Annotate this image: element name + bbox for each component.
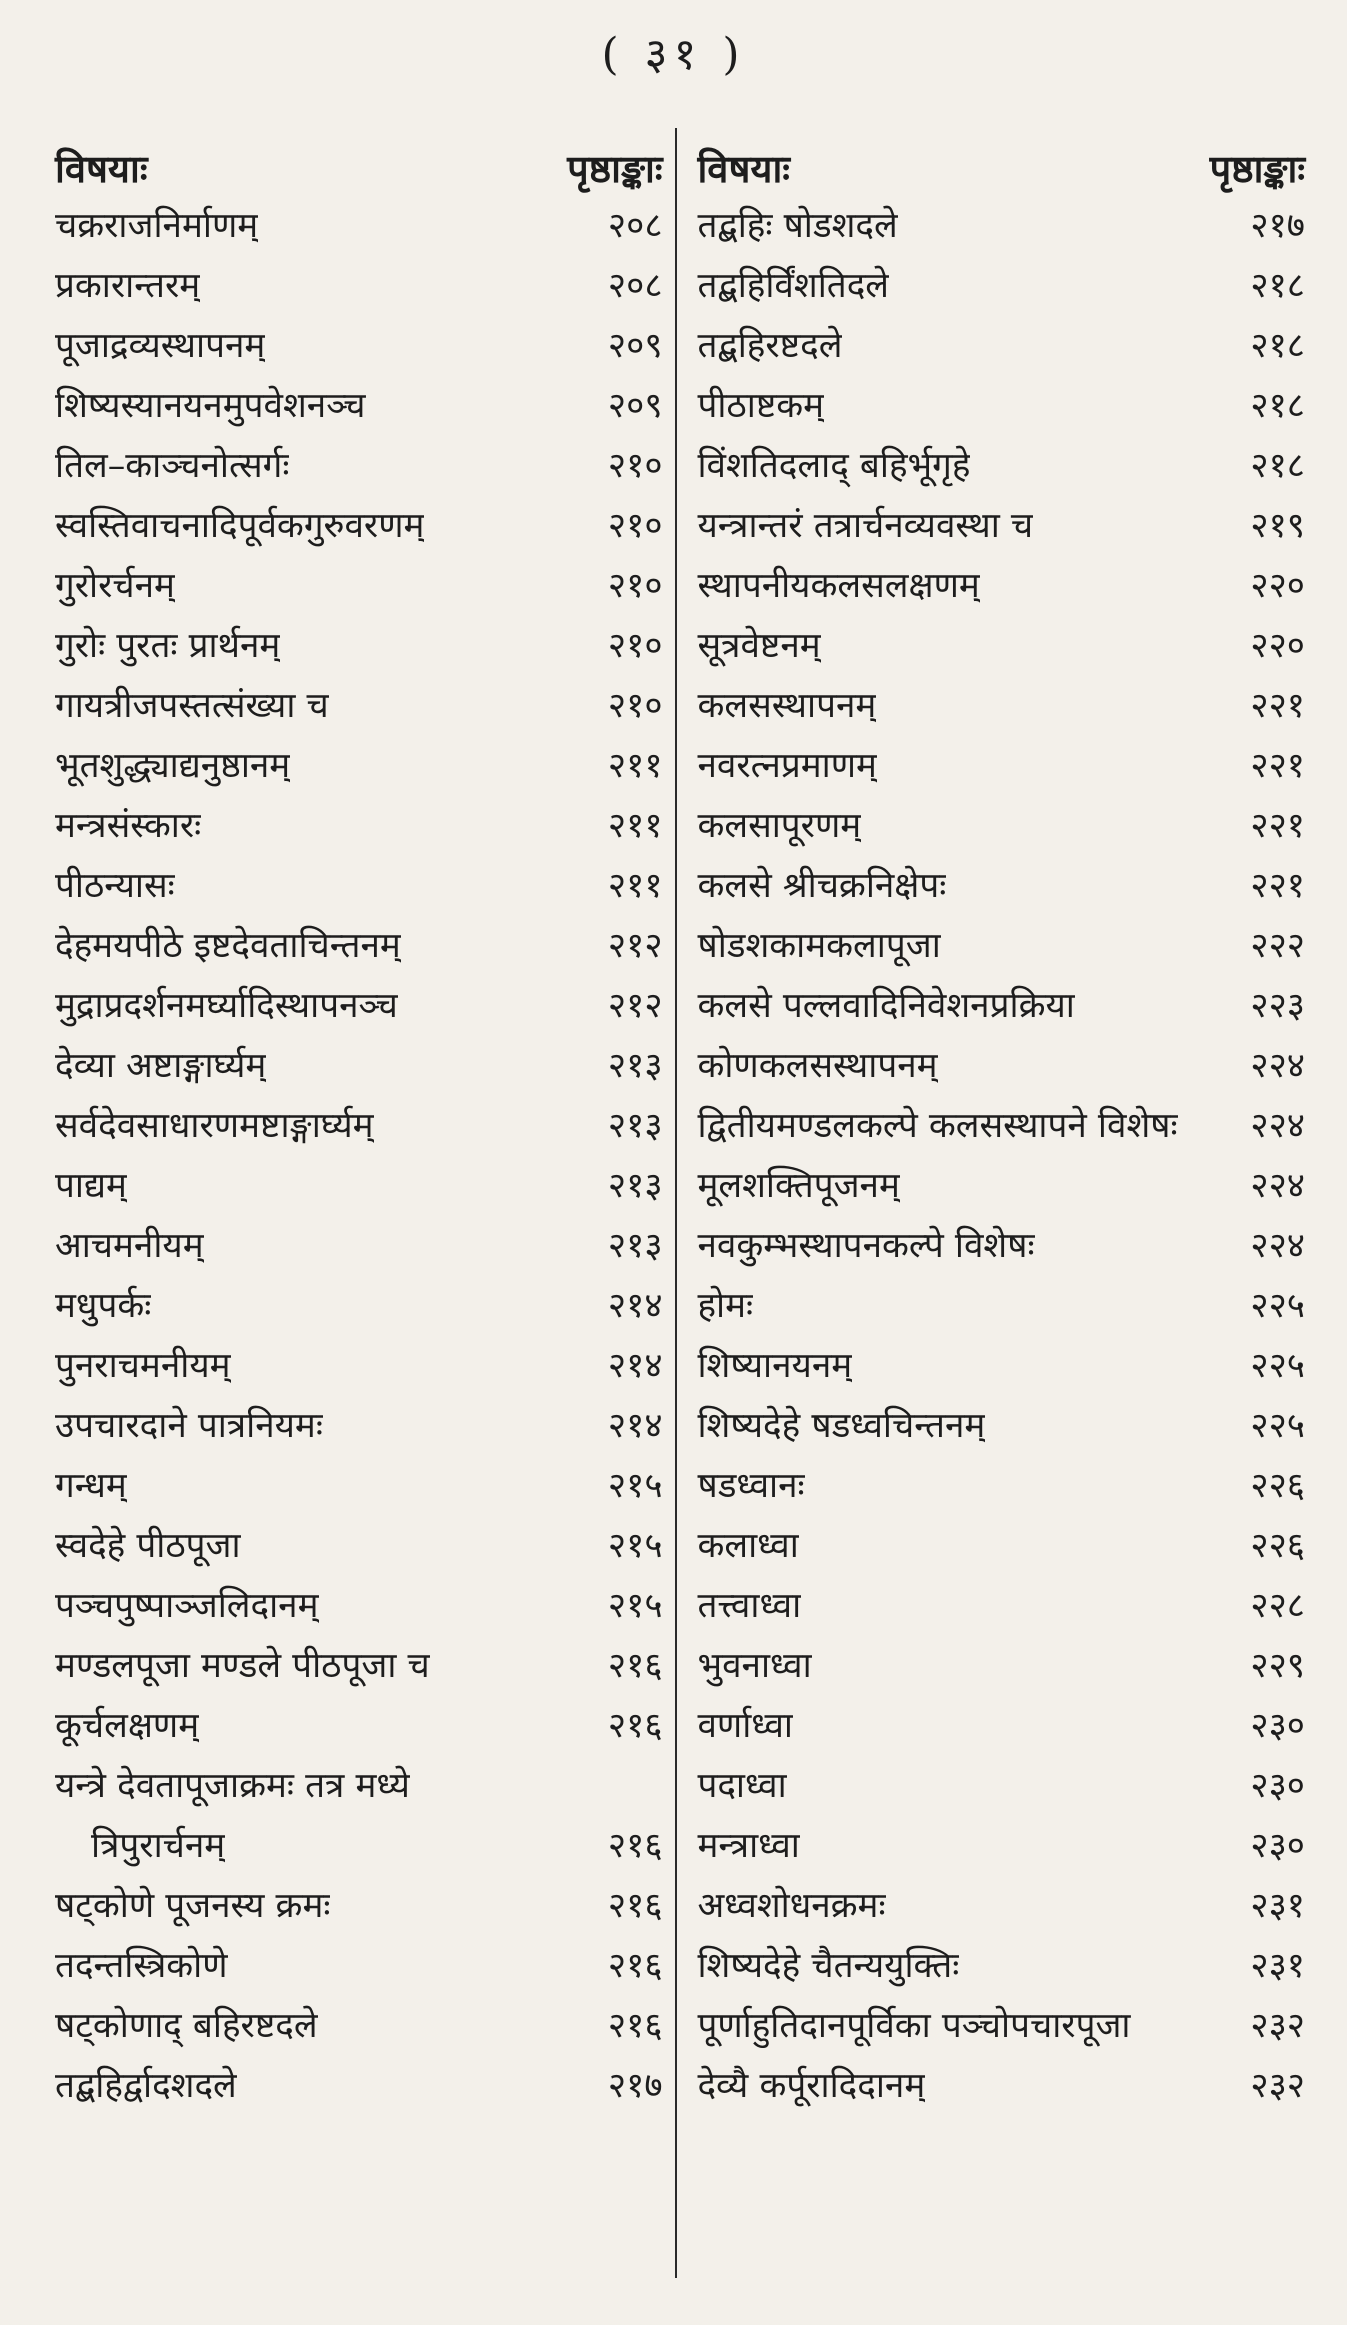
right-rows xyxy=(697,194,1305,2114)
index-entry xyxy=(55,1334,663,1394)
entry-page: २१७ xyxy=(607,2065,663,2106)
index-entry xyxy=(697,314,1305,374)
index-entry xyxy=(697,1034,1305,1094)
index-entry xyxy=(55,1934,663,1994)
index-entry xyxy=(697,494,1305,554)
entry-page: २१८ xyxy=(1250,445,1305,486)
entry-topic: सूत्रवेष्टनम् xyxy=(697,625,821,666)
entry-page: २२० xyxy=(1250,565,1305,606)
index-entry xyxy=(697,674,1305,734)
entry-page: २३२ xyxy=(1250,2005,1305,2046)
entry-topic: पदाध्वा xyxy=(697,1765,787,1806)
entry-page: २१० xyxy=(607,445,663,486)
index-entry xyxy=(697,1094,1305,1154)
entry-topic: सर्वदेवसाधारणमष्टाङ्गार्घ्यम् xyxy=(55,1105,374,1146)
entry-page: २२४ xyxy=(1250,1225,1305,1266)
entry-topic: पञ्चपुष्पाञ्जलिदानम् xyxy=(55,1585,319,1626)
entry-topic: कलसे श्रीचक्रनिक्षेपः xyxy=(697,865,947,906)
entry-page: २३० xyxy=(1250,1825,1305,1866)
entry-page: २३१ xyxy=(1250,1945,1305,1986)
left-header-topic: विषयाः xyxy=(55,146,148,191)
entry-page: २१२ xyxy=(607,985,663,1026)
index-entry xyxy=(55,1514,663,1574)
entry-page: २२६ xyxy=(1250,1525,1305,1566)
entry-page: २२१ xyxy=(1250,685,1305,726)
entry-page: २१५ xyxy=(607,1465,663,1506)
entry-topic: स्थापनीयकलसलक्षणम् xyxy=(697,565,980,606)
index-entry xyxy=(697,374,1305,434)
index-entry xyxy=(55,854,663,914)
right-header xyxy=(697,120,1305,194)
entry-topic: गुरोः पुरतः प्रार्थनम् xyxy=(55,625,281,666)
right-column xyxy=(677,120,1305,2280)
index-entry xyxy=(697,2054,1305,2114)
index-entry xyxy=(55,974,663,1034)
entry-topic: त्रिपुरार्चनम् xyxy=(91,1825,226,1866)
index-entry xyxy=(55,1814,663,1874)
index-entry xyxy=(55,1634,663,1694)
entry-topic: यन्त्रे देवतापूजाक्रमः तत्र मध्ये xyxy=(55,1765,410,1806)
entry-page: २१६ xyxy=(607,1825,663,1866)
entry-page: २१६ xyxy=(607,2005,663,2046)
entry-page: २२१ xyxy=(1250,745,1305,786)
entry-topic: मुद्राप्रदर्शनमर्घ्यादिस्थापनञ्च xyxy=(55,985,398,1026)
index-entry xyxy=(55,1694,663,1754)
entry-page: २१६ xyxy=(607,1885,663,1926)
right-header-page: पृष्ठाङ्काः xyxy=(1209,146,1305,191)
entry-topic: कोणकलसस्थापनम् xyxy=(697,1045,938,1086)
index-entry xyxy=(55,434,663,494)
index-entry xyxy=(697,194,1305,254)
entry-page: २१६ xyxy=(607,1945,663,1986)
index-entry xyxy=(697,1574,1305,1634)
entry-topic: तद्बहिर्द्वादशदले xyxy=(55,2065,237,2106)
entry-topic: मूलशक्तिपूजनम् xyxy=(697,1165,900,1206)
entry-topic: पाद्यम् xyxy=(55,1165,127,1206)
index-entry xyxy=(55,1454,663,1514)
entry-topic: तद्बहिरष्टदले xyxy=(697,325,843,366)
entry-page: २२२ xyxy=(1250,925,1305,966)
entry-page: २०९ xyxy=(607,325,663,366)
entry-page: २१० xyxy=(607,565,663,606)
entry-topic: देव्या अष्टाङ्गार्घ्यम् xyxy=(55,1045,267,1086)
entry-page: २३२ xyxy=(1250,2065,1305,2106)
index-entry xyxy=(697,1694,1305,1754)
entry-topic: पुनराचमनीयम् xyxy=(55,1345,231,1386)
index-entry xyxy=(55,1874,663,1934)
index-entry xyxy=(697,794,1305,854)
entry-topic: चक्रराजनिर्माणम् xyxy=(55,205,259,246)
entry-page: २०८ xyxy=(607,265,663,306)
entry-page: २१९ xyxy=(1250,505,1305,546)
index-entry xyxy=(697,1754,1305,1814)
index-entry xyxy=(55,914,663,974)
left-header xyxy=(55,120,663,194)
entry-topic: आचमनीयम् xyxy=(55,1225,204,1266)
entry-page: २२१ xyxy=(1250,805,1305,846)
entry-topic: गन्धम् xyxy=(55,1465,127,1506)
index-entry xyxy=(55,374,663,434)
entry-topic: गुरोरर्चनम् xyxy=(55,565,175,606)
entry-topic: यन्त्रान्तरं तत्रार्चनव्यवस्था च xyxy=(697,505,1034,546)
entry-page: २३० xyxy=(1250,1705,1305,1746)
entry-page: २१२ xyxy=(607,925,663,966)
index-entry xyxy=(697,614,1305,674)
index-entry xyxy=(697,854,1305,914)
entry-topic: स्वस्तिवाचनादिपूर्वकगुरुवरणम् xyxy=(55,505,425,546)
entry-page: २१३ xyxy=(607,1225,663,1266)
index-entry xyxy=(697,1634,1305,1694)
index-entry xyxy=(697,1214,1305,1274)
index-entry xyxy=(55,794,663,854)
entry-page: २०९ xyxy=(607,385,663,426)
entry-page: २१० xyxy=(607,685,663,726)
index-entry xyxy=(55,1274,663,1334)
entry-topic: तिल–काञ्चनोत्सर्गः xyxy=(55,445,290,486)
entry-topic: द्वितीयमण्डलकल्पे कलसस्थापने विशेषः xyxy=(697,1105,1178,1146)
index-entry xyxy=(697,914,1305,974)
index-entry xyxy=(697,974,1305,1034)
entry-page: २१७ xyxy=(1250,205,1305,246)
entry-topic: षट्कोणे पूजनस्य क्रमः xyxy=(55,1885,331,1926)
entry-topic: देहमयपीठे इष्टदेवताचिन्तनम् xyxy=(55,925,401,966)
entry-topic: तदन्तस्त्रिकोणे xyxy=(55,1945,228,1986)
index-entry xyxy=(697,1934,1305,1994)
entry-topic: शिष्यदेहे षडध्वचिन्तनम् xyxy=(697,1405,986,1446)
entry-page: २१३ xyxy=(607,1165,663,1206)
entry-topic: षडध्वानः xyxy=(697,1465,805,1506)
entry-topic: तद्बहिर्विंशतिदले xyxy=(697,265,890,306)
index-entry xyxy=(697,254,1305,314)
entry-page: २१६ xyxy=(607,1645,663,1686)
entry-topic: अध्वशोधनक्रमः xyxy=(697,1885,886,1926)
entry-topic: कलाध्वा xyxy=(697,1525,799,1566)
index-entry xyxy=(55,254,663,314)
entry-page: २२८ xyxy=(1250,1585,1305,1626)
entry-topic: होमः xyxy=(697,1285,754,1326)
index-entry xyxy=(55,1754,663,1814)
entry-topic: पूजाद्रव्यस्थापनम् xyxy=(55,325,266,366)
index-entry xyxy=(697,1514,1305,1574)
entry-topic: षोडशकामकलापूजा xyxy=(697,925,941,966)
entry-page: २२१ xyxy=(1250,865,1305,906)
entry-topic: कूर्चलक्षणम् xyxy=(55,1705,200,1746)
entry-page: २२५ xyxy=(1250,1345,1305,1386)
index-entry xyxy=(55,1034,663,1094)
index-entry xyxy=(55,674,663,734)
index-entry xyxy=(55,194,663,254)
entry-topic: शिष्यदेहे चैतन्ययुक्तिः xyxy=(697,1945,960,1986)
index-entry xyxy=(55,1094,663,1154)
entry-page: २१४ xyxy=(607,1405,663,1446)
index-entry xyxy=(55,1214,663,1274)
index-entry xyxy=(55,1154,663,1214)
entry-topic: नवकुम्भस्थापनकल्पे विशेषः xyxy=(697,1225,1035,1266)
entry-page: २१० xyxy=(607,625,663,666)
index-entry xyxy=(55,554,663,614)
index-entry xyxy=(697,1814,1305,1874)
entry-page: २२९ xyxy=(1250,1645,1305,1686)
entry-page: २१६ xyxy=(607,1705,663,1746)
entry-page: २१८ xyxy=(1250,325,1305,366)
entry-page: २२५ xyxy=(1250,1405,1305,1446)
index-entry xyxy=(697,1874,1305,1934)
index-entry xyxy=(697,1154,1305,1214)
entry-topic: वर्णाध्वा xyxy=(697,1705,793,1746)
entry-page: २२३ xyxy=(1250,985,1305,1026)
left-header-page: पृष्ठाङ्काः xyxy=(567,146,663,191)
entry-page: २११ xyxy=(607,745,663,786)
entry-topic: भुवनाध्वा xyxy=(697,1645,812,1686)
entry-topic: षट्कोणाद् बहिरष्टदले xyxy=(55,2005,318,2046)
entry-topic: मधुपर्कः xyxy=(55,1285,152,1326)
entry-topic: गायत्रीजपस्तत्संख्या च xyxy=(55,685,329,726)
entry-page: २२४ xyxy=(1250,1105,1305,1146)
index-entry xyxy=(697,1454,1305,1514)
index-entry xyxy=(697,1274,1305,1334)
entry-topic: कलसस्थापनम् xyxy=(697,685,877,726)
entry-page: २२६ xyxy=(1250,1465,1305,1506)
entry-topic: पीठन्यासः xyxy=(55,865,175,906)
entry-topic: नवरत्नप्रमाणम् xyxy=(697,745,877,786)
entry-topic: तत्त्वाध्वा xyxy=(697,1585,802,1626)
index-entry xyxy=(55,1994,663,2054)
entry-page: २२० xyxy=(1250,625,1305,666)
entry-topic: तद्बहिः षोडशदले xyxy=(697,205,898,246)
left-rows xyxy=(55,194,663,2114)
index-entry xyxy=(55,614,663,674)
entry-page: २१३ xyxy=(607,1045,663,1086)
index-entry xyxy=(55,1574,663,1634)
entry-page: २१३ xyxy=(607,1105,663,1146)
index-entry xyxy=(697,554,1305,614)
page-number: ( ३१ ) xyxy=(601,29,746,80)
entry-page: २१४ xyxy=(607,1345,663,1386)
entry-page: २११ xyxy=(607,805,663,846)
entry-topic: उपचारदाने पात्रनियमः xyxy=(55,1405,323,1446)
entry-topic: कलसे पल्लवादिनिवेशनप्रक्रिया xyxy=(697,985,1075,1026)
index-entry xyxy=(697,1394,1305,1454)
entry-topic: कलसापूरणम् xyxy=(697,805,862,846)
index-entry xyxy=(697,434,1305,494)
right-header-topic: विषयाः xyxy=(697,146,790,191)
index-entry xyxy=(55,2054,663,2114)
entry-page: २१८ xyxy=(1250,265,1305,306)
entry-topic: पूर्णाहुतिदानपूर्विका पञ्चोपचारपूजा xyxy=(697,2005,1131,2046)
entry-page: २११ xyxy=(607,865,663,906)
entry-topic: प्रकारान्तरम् xyxy=(55,265,201,306)
entry-topic: शिष्यानयनम् xyxy=(697,1345,853,1386)
entry-page: २२४ xyxy=(1250,1165,1305,1206)
entry-topic: मन्त्राध्वा xyxy=(697,1825,800,1866)
entry-page: २०८ xyxy=(607,205,663,246)
index-columns xyxy=(55,120,1305,2280)
index-entry xyxy=(697,734,1305,794)
entry-page: २१५ xyxy=(607,1585,663,1626)
entry-topic: शिष्यस्यानयनमुपवेशनञ्च xyxy=(55,385,366,426)
entry-page: २३१ xyxy=(1250,1885,1305,1926)
index-entry xyxy=(697,1334,1305,1394)
entry-topic: मण्डलपूजा मण्डले पीठपूजा च xyxy=(55,1645,430,1686)
index-entry xyxy=(55,314,663,374)
entry-topic: स्वदेहे पीठपूजा xyxy=(55,1525,241,1566)
entry-page: २१८ xyxy=(1250,385,1305,426)
left-column xyxy=(55,120,675,2280)
index-entry xyxy=(55,734,663,794)
entry-page: २१५ xyxy=(607,1525,663,1566)
index-entry xyxy=(55,494,663,554)
index-entry xyxy=(697,1994,1305,2054)
entry-page: २१० xyxy=(607,505,663,546)
entry-topic: देव्यै कर्पूरादिदानम् xyxy=(697,2065,926,2106)
entry-topic: भूतशुद्ध्याद्यनुष्ठानम् xyxy=(55,745,291,786)
entry-topic: पीठाष्टकम् xyxy=(697,385,825,426)
entry-page: २२४ xyxy=(1250,1045,1305,1086)
entry-page: २२५ xyxy=(1250,1285,1305,1326)
index-entry xyxy=(55,1394,663,1454)
entry-topic: विंशतिदलाद् बहिर्भूगृहे xyxy=(697,445,971,486)
entry-topic: मन्त्रसंस्कारः xyxy=(55,805,202,846)
entry-page: २३० xyxy=(1250,1765,1305,1806)
entry-page: २१४ xyxy=(607,1285,663,1326)
